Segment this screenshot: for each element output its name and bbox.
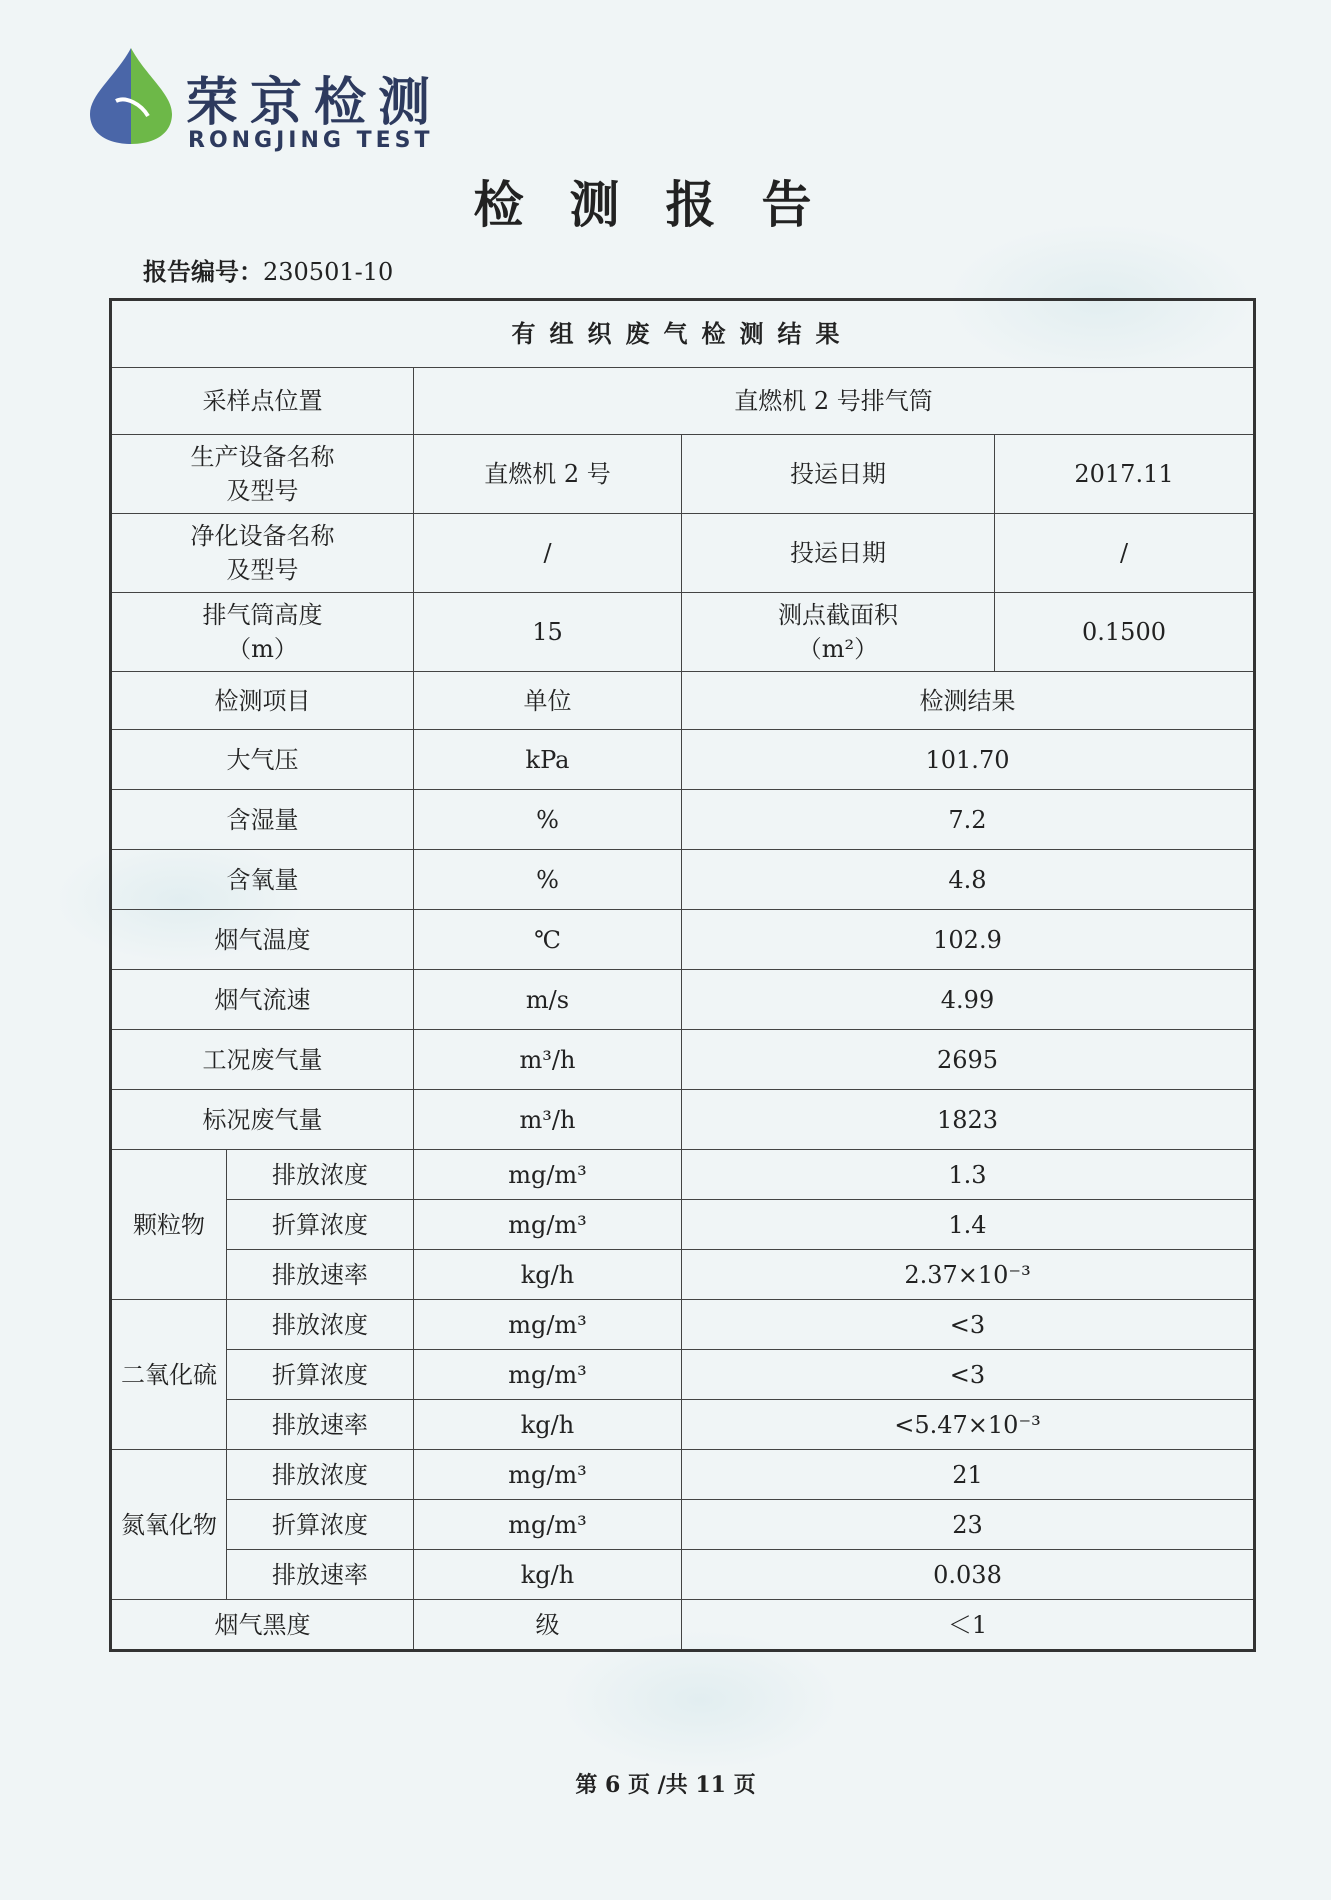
item-cell: 排放速率 bbox=[227, 1250, 414, 1300]
result-cell: 1.3 bbox=[682, 1150, 1255, 1200]
result-cell: 102.9 bbox=[682, 910, 1255, 970]
pollutant-name: 二氧化硫 bbox=[111, 1300, 227, 1450]
result-cell: 101.70 bbox=[682, 730, 1255, 790]
result-cell: 4.99 bbox=[682, 970, 1255, 1030]
logo-english-name: RONGJING TEST bbox=[188, 128, 434, 153]
unit-cell: 级 bbox=[414, 1600, 682, 1651]
page-number: 第 6 页 /共 11 页 bbox=[575, 1772, 756, 1798]
logo-chinese-name: 荣京检测 bbox=[186, 73, 443, 133]
item-cell: 烟气流速 bbox=[111, 970, 414, 1030]
item-cell: 含湿量 bbox=[111, 790, 414, 850]
item-cell: 折算浓度 bbox=[227, 1500, 414, 1550]
column-header-result: 检测结果 bbox=[682, 672, 1255, 730]
result-cell: 0.038 bbox=[682, 1550, 1255, 1600]
result-cell: 1823 bbox=[682, 1090, 1255, 1150]
item-cell: 折算浓度 bbox=[227, 1350, 414, 1400]
item-cell: 排放浓度 bbox=[227, 1150, 414, 1200]
label-line: 净化设备名称 bbox=[190, 522, 335, 550]
label-line: 生产设备名称 bbox=[190, 443, 335, 471]
results-table bbox=[109, 298, 1256, 1652]
stack-height-value: 15 bbox=[414, 593, 682, 672]
table-row bbox=[111, 970, 1255, 1030]
table-row bbox=[111, 1550, 1255, 1600]
result-cell: 1.4 bbox=[682, 1200, 1255, 1250]
table-title: 有组织废气检测结果 bbox=[111, 300, 1255, 368]
table-row bbox=[111, 1600, 1255, 1651]
item-cell: 烟气黑度 bbox=[111, 1600, 414, 1651]
item-cell: 排放速率 bbox=[227, 1550, 414, 1600]
result-cell: 4.8 bbox=[682, 850, 1255, 910]
column-header-unit: 单位 bbox=[414, 672, 682, 730]
production-equipment-value: 直燃机 2 号 bbox=[414, 435, 682, 514]
sampling-location-value: 直燃机 2 号排气筒 bbox=[414, 368, 1255, 435]
unit-cell: kg/h bbox=[414, 1400, 682, 1450]
result-cell: <5.47×10⁻³ bbox=[682, 1400, 1255, 1450]
pollutant-name: 氮氧化物 bbox=[111, 1450, 227, 1600]
item-cell: 工况废气量 bbox=[111, 1030, 414, 1090]
result-cell: 2695 bbox=[682, 1030, 1255, 1090]
result-cell: 2.37×10⁻³ bbox=[682, 1250, 1255, 1300]
table-row bbox=[111, 1090, 1255, 1150]
item-cell: 排放浓度 bbox=[227, 1300, 414, 1350]
label-line: （m²） bbox=[797, 635, 879, 663]
label-line: 排气筒高度 bbox=[202, 601, 323, 629]
unit-cell: kg/h bbox=[414, 1550, 682, 1600]
unit-cell: m/s bbox=[414, 970, 682, 1030]
unit-cell: mg/m³ bbox=[414, 1450, 682, 1500]
unit-cell: % bbox=[414, 850, 682, 910]
label-line: 及型号 bbox=[226, 477, 299, 505]
pollutant-name: 颗粒物 bbox=[111, 1150, 227, 1300]
table-row bbox=[111, 1200, 1255, 1250]
table-row bbox=[111, 1250, 1255, 1300]
production-date-label: 投运日期 bbox=[682, 435, 995, 514]
result-cell: ＜1 bbox=[682, 1600, 1255, 1651]
unit-cell: m³/h bbox=[414, 1090, 682, 1150]
result-cell: <3 bbox=[682, 1350, 1255, 1400]
label-line: （m） bbox=[227, 635, 298, 663]
result-cell: <3 bbox=[682, 1300, 1255, 1350]
purification-equipment-label bbox=[111, 514, 414, 593]
unit-cell: kg/h bbox=[414, 1250, 682, 1300]
item-cell: 标况废气量 bbox=[111, 1090, 414, 1150]
company-logo bbox=[86, 46, 466, 156]
unit-cell: mg/m³ bbox=[414, 1500, 682, 1550]
unit-cell: % bbox=[414, 790, 682, 850]
report-number bbox=[143, 252, 393, 287]
table-row bbox=[111, 790, 1255, 850]
table-row bbox=[111, 1500, 1255, 1550]
production-date-value: 2017.11 bbox=[995, 435, 1255, 514]
unit-cell: mg/m³ bbox=[414, 1300, 682, 1350]
table-row bbox=[111, 1450, 1255, 1500]
unit-cell: mg/m³ bbox=[414, 1350, 682, 1400]
table-row bbox=[111, 1350, 1255, 1400]
stack-height-label bbox=[111, 593, 414, 672]
result-cell: 7.2 bbox=[682, 790, 1255, 850]
purification-date-value: / bbox=[995, 514, 1255, 593]
production-equipment-label bbox=[111, 435, 414, 514]
unit-cell: kPa bbox=[414, 730, 682, 790]
purification-date-label: 投运日期 bbox=[682, 514, 995, 593]
water-drop-logo-icon bbox=[86, 46, 176, 146]
item-cell: 排放浓度 bbox=[227, 1450, 414, 1500]
label-line: 测点截面积 bbox=[778, 601, 898, 629]
table-row bbox=[111, 850, 1255, 910]
column-header-item: 检测项目 bbox=[111, 672, 414, 730]
sampling-location-label: 采样点位置 bbox=[111, 368, 414, 435]
table-row bbox=[111, 1030, 1255, 1090]
item-cell: 大气压 bbox=[111, 730, 414, 790]
report-number-label: 报告编号： bbox=[143, 257, 263, 286]
table-row bbox=[111, 910, 1255, 970]
table-row bbox=[111, 730, 1255, 790]
unit-cell: mg/m³ bbox=[414, 1150, 682, 1200]
table-row bbox=[111, 1300, 1255, 1350]
table-row bbox=[111, 1400, 1255, 1450]
unit-cell: ℃ bbox=[414, 910, 682, 970]
report-title: 检测报告 bbox=[473, 176, 858, 234]
purification-equipment-value: / bbox=[414, 514, 682, 593]
cross-section-value: 0.1500 bbox=[995, 593, 1255, 672]
result-cell: 23 bbox=[682, 1500, 1255, 1550]
item-cell: 含氧量 bbox=[111, 850, 414, 910]
table-row bbox=[111, 1150, 1255, 1200]
report-number-value: 230501-10 bbox=[263, 258, 394, 286]
result-cell: 21 bbox=[682, 1450, 1255, 1500]
unit-cell: mg/m³ bbox=[414, 1200, 682, 1250]
unit-cell: m³/h bbox=[414, 1030, 682, 1090]
item-cell: 烟气温度 bbox=[111, 910, 414, 970]
cross-section-label bbox=[682, 593, 995, 672]
item-cell: 折算浓度 bbox=[227, 1200, 414, 1250]
label-line: 及型号 bbox=[226, 556, 299, 584]
item-cell: 排放速率 bbox=[227, 1400, 414, 1450]
